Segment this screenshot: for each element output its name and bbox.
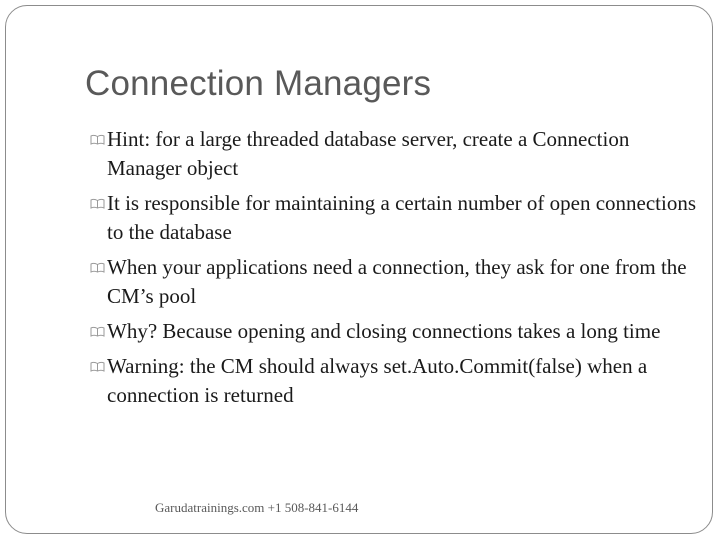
book-bullet-icon <box>90 317 107 346</box>
bullet-text: When your applications need a connection, they ask for one from the CM’s pool <box>107 255 687 308</box>
book-bullet-icon <box>90 189 107 218</box>
book-bullet-icon <box>90 253 107 282</box>
bullet-text: It is responsible for maintaining a certain number of open connections to the database <box>107 191 696 244</box>
slide <box>5 5 713 534</box>
book-bullet-icon <box>90 125 107 154</box>
slide-title: Connection Managers <box>85 64 432 103</box>
bullet-text: Why? Because opening and closing connections takes a long time <box>107 319 661 343</box>
book-bullet-icon <box>90 352 107 381</box>
slide-footer: Garudatrainings.com +1 508-841-6144 <box>155 500 359 515</box>
bullet-item <box>90 317 700 346</box>
bullet-item <box>90 352 700 410</box>
bullet-text: Warning: the CM should always set.Auto.Commit(false) when a connection is returned <box>107 354 648 407</box>
bullet-item <box>90 125 700 183</box>
bullet-list <box>90 125 700 416</box>
bullet-item <box>90 189 700 247</box>
bullet-text: Hint: for a large threaded database server, create a Connection Manager object <box>107 127 630 180</box>
bullet-item <box>90 253 700 311</box>
